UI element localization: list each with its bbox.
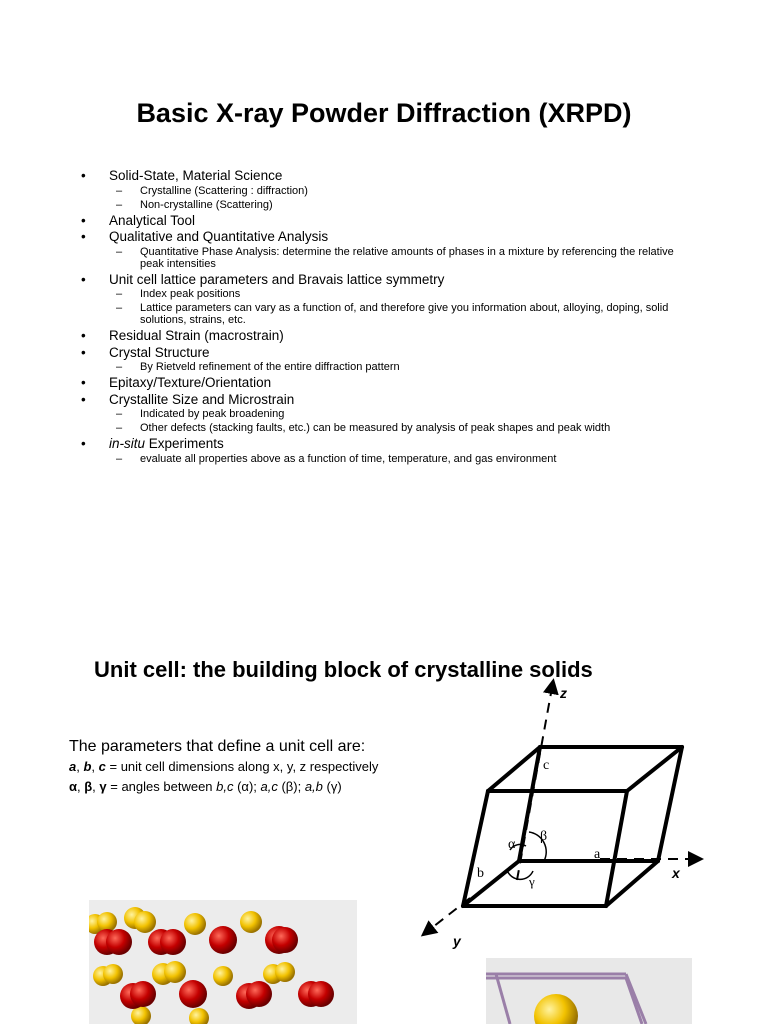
unit-cell-parameters: [69, 737, 378, 797]
bullet-item: [80, 229, 680, 270]
edge-c-label: c: [543, 758, 550, 773]
dimensions-text: = unit cell dimensions along x, y, z respectively: [105, 759, 379, 774]
sub-bullet-item: – Lattice parameters can vary as a function of, and therefore give you information about, alloying, doping, solid solutions, strains, etc.: [109, 302, 680, 326]
angle-gamma-note: (γ): [322, 779, 342, 794]
sub-bullet-item: – Quantitative Phase Analysis: determine the relative amounts of phases in a mixture by referencing the relative peak intensities: [109, 246, 680, 270]
sub-bullet-item: – Crystalline (Scattering : diffraction): [109, 185, 680, 197]
bullet-label: Unit cell lattice parameters and Bravais lattice symmetry: [109, 271, 445, 287]
angle-beta-note: (β);: [277, 779, 305, 794]
param-c: c: [98, 759, 106, 774]
dimensions-line: [69, 757, 378, 777]
bullet-item: [80, 375, 680, 392]
slide-title-unit-cell: Unit cell: the building block of crystalline solids: [94, 657, 593, 682]
pair-bc: b,c: [216, 779, 234, 794]
sub-bullet-list: [109, 408, 680, 434]
lattice-frame-image: [486, 958, 692, 1024]
bullet-list: [80, 168, 680, 467]
bullet-item: [80, 272, 680, 327]
angles-text: = angles between: [106, 779, 217, 794]
unit-cell-box: [463, 747, 682, 906]
separator: ,: [76, 759, 84, 774]
angles-line: [69, 777, 378, 797]
axis-z-label: z: [560, 685, 567, 701]
pair-ac: a,c: [260, 779, 278, 794]
center-atom: [534, 994, 578, 1024]
bullet-label: Residual Strain (macrostrain): [109, 328, 284, 343]
bullet-label: Analytical Tool: [109, 212, 196, 228]
bullet-label: Solid-State, Material Science: [109, 168, 283, 183]
sub-bullet-list: [109, 288, 680, 326]
angle-alpha-note: (α);: [233, 779, 261, 794]
bullet-label: Crystallite Size and Microstrain: [109, 391, 295, 407]
sub-bullet-item: – Indicated by peak broadening: [109, 408, 680, 420]
sub-bullet-item: – evaluate all properties above as a function of time, temperature, and gas environment: [109, 453, 680, 465]
edge-a-label: a: [594, 847, 601, 862]
sub-bullet-list: [109, 185, 680, 211]
param-alpha: α: [69, 779, 77, 794]
bullet-item: [80, 392, 680, 435]
separator: ,: [91, 759, 99, 774]
bullet-label: [109, 436, 224, 451]
axis-x-label: x: [672, 865, 680, 881]
bullet-item: [80, 168, 680, 211]
sub-bullet-list: [109, 453, 680, 465]
edge-b-label: b: [477, 866, 484, 881]
axis-y-label: y: [453, 933, 461, 949]
separator: ,: [77, 779, 85, 794]
slide-title-xrpd: Basic X-ray Powder Diffraction (XRPD): [136, 98, 632, 128]
sub-bullet-list: [109, 361, 680, 373]
unit-cell-diagram: [400, 672, 720, 952]
red-atoms: [94, 926, 334, 1009]
param-b: b: [83, 759, 92, 774]
separator: ,: [92, 779, 100, 794]
crystal-structure-image: [89, 900, 357, 1024]
bullet-label: Epitaxy/Texture/Orientation: [109, 375, 272, 390]
bullet-item: [80, 345, 680, 374]
bullet-label: Qualitative and Quantitative Analysis: [109, 229, 329, 244]
sub-bullet-list: [109, 246, 680, 270]
bullet-label-italic: in-situ: [109, 436, 146, 451]
bullet-label-rest: Experiments: [145, 436, 224, 451]
bullet-item: [80, 213, 680, 230]
beta-label: β: [540, 829, 548, 844]
param-beta: β: [84, 779, 93, 794]
param-a: a: [69, 759, 77, 774]
sub-bullet-item: – By Rietveld refinement of the entire diffraction pattern: [109, 361, 680, 373]
bullet-item: [80, 436, 680, 465]
bullet-item: [80, 328, 680, 345]
pair-ab: a,b: [304, 779, 323, 794]
gamma-label: γ: [529, 874, 535, 889]
alpha-label: α: [508, 837, 516, 852]
param-gamma: γ: [99, 779, 107, 794]
bullet-label: Crystal Structure: [109, 344, 210, 360]
sub-bullet-item: – Non-crystalline (Scattering): [109, 199, 680, 211]
sub-bullet-item: – Index peak positions: [109, 288, 680, 300]
sub-bullet-item: – Other defects (stacking faults, etc.) can be measured by analysis of peak shapes and peak width: [109, 422, 680, 434]
parameters-heading: The parameters that define a unit cell are:: [69, 738, 366, 755]
